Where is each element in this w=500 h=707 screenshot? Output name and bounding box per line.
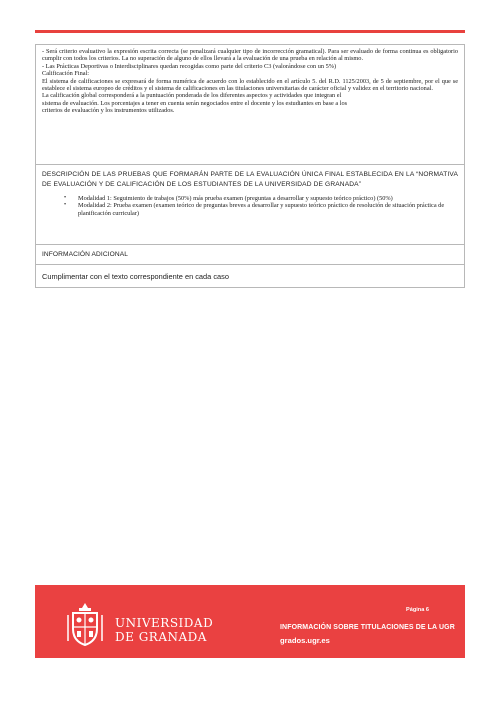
bullet-icon: • [64, 195, 67, 201]
modality-list [42, 195, 458, 217]
footer-title: INFORMACIÓN SOBRE TITULACIONES DE LA UGR [280, 624, 455, 631]
guide-table [35, 44, 465, 288]
evaluation-paragraph: criterios de evaluación y los instrumentos utilizados. [42, 107, 175, 115]
evaluation-paragraph: El sistema de calificaciones se expresará de forma numérica de acuerdo con lo establecido en el artículo 5. del R.D. 1125/2003, de 5 de septiembre, por el que se establece el sistema europeo de créditos y el sistema de calificaciones en las titulaciones universitarias de carácter oficial y validez en el territorio nacional. [42, 77, 458, 93]
additional-info-body [36, 265, 464, 287]
evaluation-paragraph: sistema de evaluación. Los porcentajes a tener en cuenta serán negociados entre el docente y los estudiantes en base a los [42, 99, 348, 107]
additional-info-header [36, 245, 464, 265]
placeholder-text: Cumplimentar con el texto correspondiente en cada caso [42, 271, 229, 281]
bullet-icon: • [64, 202, 67, 209]
list-item-text: Modalidad 2: Prueba examen (examen teórico de preguntas breves a desarrollar y supuesto teórico práctico de resolución de situación práctica de planificación curricular) [78, 202, 445, 217]
section-heading: DESCRIPCIÓN DE LAS PRUEBAS QUE FORMARÁN PARTE DE LA EVALUACIÓN ÚNICA FINAL ESTABLECIDA EN LA “NORMATIVA DE EVALUACIÓN Y DE CALIFICACIÓN DE LOS ESTUDIANTES DE LA UNIVERSIDAD DE GRANADA” [42, 171, 458, 188]
wordmark-line: UNIVERSIDAD [115, 616, 214, 630]
footer-banner [35, 585, 465, 658]
header-rule [35, 30, 465, 33]
final-grade-label: Calificación Final: [42, 70, 90, 78]
university-wordmark [115, 617, 213, 644]
footer-url: grados.ugr.es [280, 636, 330, 645]
evaluation-paragraph: - Será criterio evaluativo la expresión escrita correcta (se penalizará cualquier tipo de incorrección gramatical). Para ser evaluado de forma continua es obligatorio cumplir con todos los criterios. La no superación de alguno de ellos llevará a la evaluación de una prueba en relación al mismo. [42, 48, 458, 63]
list-item-text: Modalidad 1: Seguimiento de trabajos (50%) más prueba examen (preguntas a desarrollar y supuesto teórico práctico) (50%) [78, 195, 393, 202]
single-final-evaluation-section [36, 165, 464, 245]
page-number: Página 6 [405, 607, 429, 613]
evaluation-paragraph: - Las Prácticas Deportivas o Interdisciplinares quedan recogidas como parte del criterio C3 (valorándose con un 5%) [42, 62, 337, 70]
section-heading: INFORMACIÓN ADICIONAL [42, 251, 128, 258]
wordmark-line: DE GRANADA [115, 629, 207, 644]
list-item [64, 202, 458, 217]
evaluation-section [36, 45, 464, 165]
list-item [64, 195, 458, 202]
evaluation-paragraph: La calificación global corresponderá a la puntuación ponderada de los diferentes aspectos y actividades que integran el [42, 92, 342, 100]
university-seal-icon [65, 601, 105, 647]
